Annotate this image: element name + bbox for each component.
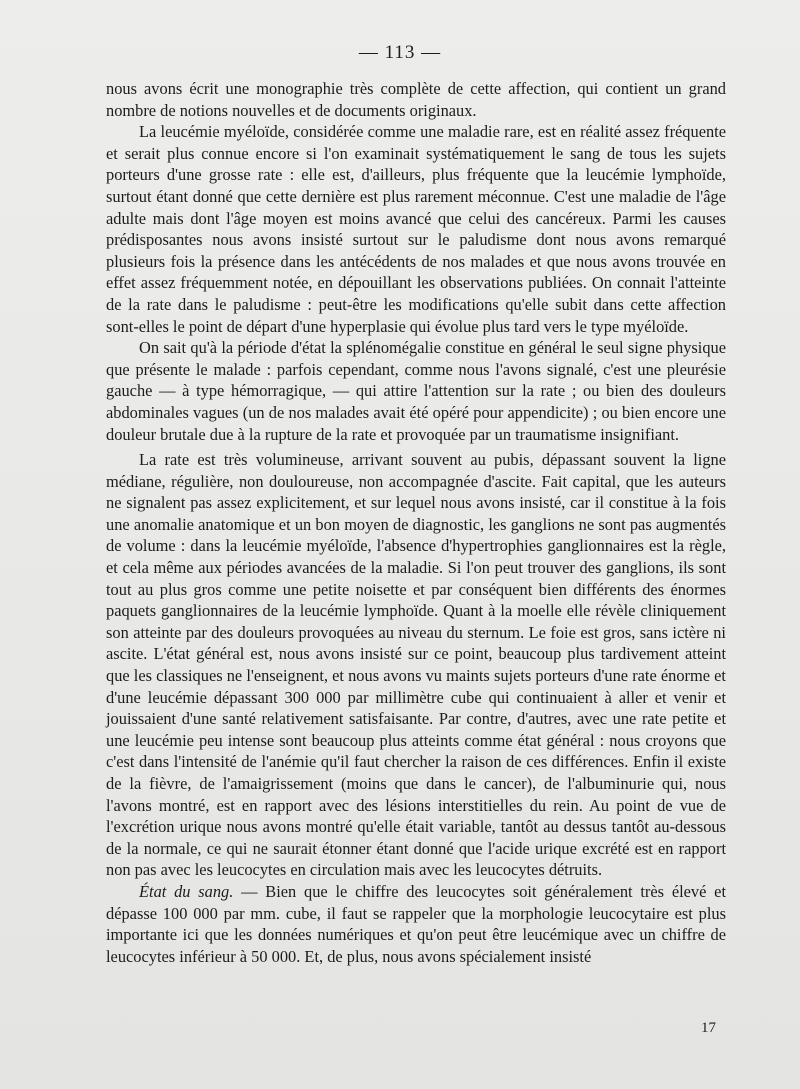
body-text bbox=[106, 78, 726, 967]
signature-mark: 17 bbox=[701, 1020, 716, 1036]
section-heading-etat-du-sang: État du sang. bbox=[139, 881, 234, 901]
paragraph-etat-du-sang-text: — Bien que le chiffre des leucocytes soit généralement très élevé et dépasse 100 000 par mm. cube, il faut se rappeler que la morphologie leucocytaire est plus importante ici que les données numériques et qu'on peut être leucémique avec un chiffre de leucocytes inférieur à 50 000. Et, de plus, nous avons spécialement insisté bbox=[106, 881, 727, 966]
paragraph-etat-du-sang bbox=[106, 881, 726, 967]
page-number: — 113 — bbox=[358, 42, 442, 63]
paragraph-splenomegalie: On sait qu'à la période d'état la splénomégalie constitue en général le seul signe physique que présente le malade : parfois cependant, comme nous l'avons signalé, c'est une pleurésie gauche — à type hémorragique, — qui attire l'attention sur la rate ; ou bien des douleurs abdominales vagues (un de nos malades avait été opéré pour appendicite) ; ou bien encore une douleur brutale due à la rupture de la rate et provoquée par un traumatisme insignifiant. bbox=[106, 338, 726, 444]
paragraph-rate: La rate est très volumineuse, arrivant souvent au pubis, dépassant souvent la ligne médiane, régulière, non douloureuse, non accompagnée d'ascite. Fait capital, que les auteurs ne signalent pas assez explicitement, et sur lequel nous avons insisté, car il constitue à la fois une anomalie anatomique et un bon moyen de diagnostic, les ganglions ne sont pas augmentés de volume : dans la leucémie myéloïde, l'absence d'hypertrophies ganglionnaires est la règle, et cela même aux périodes avancées de la maladie. Si l'on peut trouver des ganglions, ils sont tout au plus gros comme une petite noisette et par conséquent bien différents des énormes paquets ganglionnaires de la leucémie lymphoïde. Quant à la moelle elle révèle cliniquement son atteinte par des douleurs provoquées au niveau du sternum. Le foie est gros, sans ictère ni ascite. L'état général est, nous avons insisté sur ce point, beaucoup plus tardivement atteint que les classiques ne l'enseignent, et nous avons vu maints sujets porteurs d'une rate énorme et d'une leucémie dépassant 300 000 par millimètre cube qui continuaient à aller et venir et jouissaient d'une santé relativement satisfaisante. Par contre, d'autres, avec une rate petite et une leucémie peu intense sont beaucoup plus atteints comme état général : nous croyons que c'est dans l'intensité de l'anémie qu'il faut chercher la raison de ces différences. Enfin il existe de la fièvre, de l'amaigrissement (moins que dans le cancer), de l'albuminurie qui, nous l'avons montré, est en rapport avec des lésions interstitielles du rein. Au point de vue de l'excrétion urique nous avons montré qu'elle était variable, tantôt au dessus tantôt au-dessous de la normale, ce qui ne saurait étonner étant donné que l'acide urique excrété est en rapport non pas avec les leucocytes en circulation mais avec les leucocytes détruits. bbox=[106, 450, 726, 880]
paragraph-leucemie-myeloide: La leucémie myéloïde, considérée comme une maladie rare, est en réalité assez fréquente et serait plus connue encore si l'on examinait systématiquement le sang de tous les sujets porteurs d'une grosse rate : elle est, d'ailleurs, plus fréquente que la leucémie lymphoïde, surtout étant donné que cette dernière est plus rarement méconnue. C'est une maladie de l'âge adulte mais dont l'âge moyen est moins avancé que celui des cancéreux. Parmi les causes prédisposantes nous avons insisté surtout sur le paludisme dont nous avons remarqué plusieurs fois la présence dans les antécédents de nos malades et que nous avons trouvée en effet assez fréquemment notée, en dépouillant les observations publiées. On connait l'atteinte de la rate dans le paludisme : peut-être les modifications qu'elle subit dans cette affection sont-elles le point de départ d'une hyperplasie qui évolue plus tard vers le type myéloïde. bbox=[106, 122, 726, 336]
paragraph-continuation: nous avons écrit une monographie très complète de cette affection, qui contient un grand nombre de notions nouvelles et de documents originaux. bbox=[106, 79, 726, 120]
